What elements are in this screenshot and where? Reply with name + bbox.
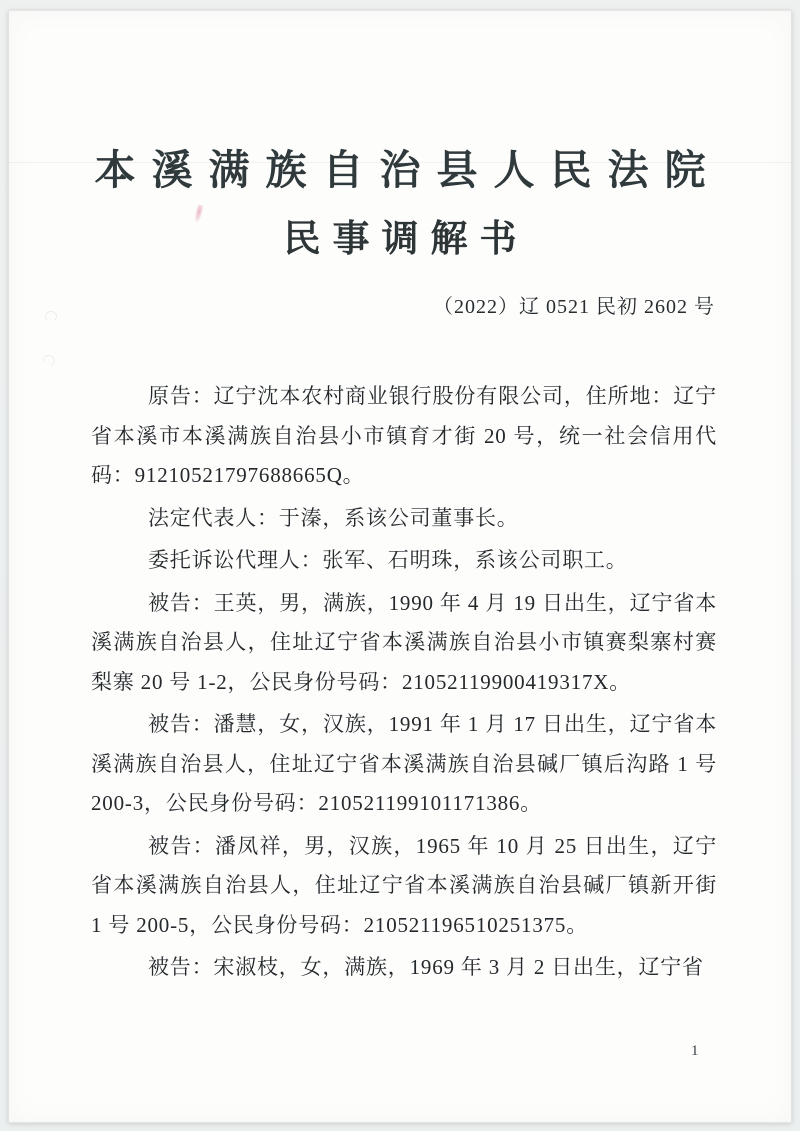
paragraph-defendant-2: 被告：潘慧，女，汉族，1991 年 1 月 17 日出生，辽宁省本溪满族自治县人，住址辽宁省本溪满族自治县碱厂镇后沟路 1 号 200-3，公民身份号码：210521199101171386。 [91, 712, 717, 815]
paragraph-defendant-1: 被告：王英，男，满族，1990 年 4 月 19 日出生，辽宁省本溪满族自治县人，住址辽宁省本溪满族自治县小市镇赛梨寨村赛梨寨 20 号 1-2，公民身份号码：21052119900419317X。 [91, 590, 717, 694]
case-number: （2022）辽 0521 民初 2602 号 [433, 296, 715, 318]
document-page [8, 10, 792, 1123]
paragraph-legal-representative: 法定代表人：于溱，系该公司董事长。 [148, 505, 519, 530]
scan-artifact-smudge [45, 311, 57, 322]
document-type-title: 民事调解书 [283, 219, 529, 260]
paragraph-defendant-3: 被告：潘凤祥，男，汉族，1965 年 10 月 25 日出生，辽宁省本溪满族自治县人，住址辽宁省本溪满族自治县碱厂镇新开街 1 号 200-5，公民身份号码：210521196510251375。 [91, 833, 717, 937]
paragraph-defendant-4: 被告：宋淑枝，女，满族，1969 年 3 月 2 日出生，辽宁省 [148, 955, 704, 979]
page-number: 1 [691, 1043, 699, 1059]
document-body [91, 377, 717, 991]
court-name-title: 本溪满族自治县人民法院 [94, 147, 722, 193]
paragraph-plaintiff: 原告：辽宁沈本农村商业银行股份有限公司，住所地：辽宁省本溪市本溪满族自治县小市镇育才街 20 号，统一社会信用代码：91210521797688665Q。 [91, 384, 717, 487]
paragraph-litigation-agents: 委托诉讼代理人：张军、石明珠，系该公司职工。 [148, 548, 628, 572]
scan-artifact-smudge [41, 353, 57, 369]
